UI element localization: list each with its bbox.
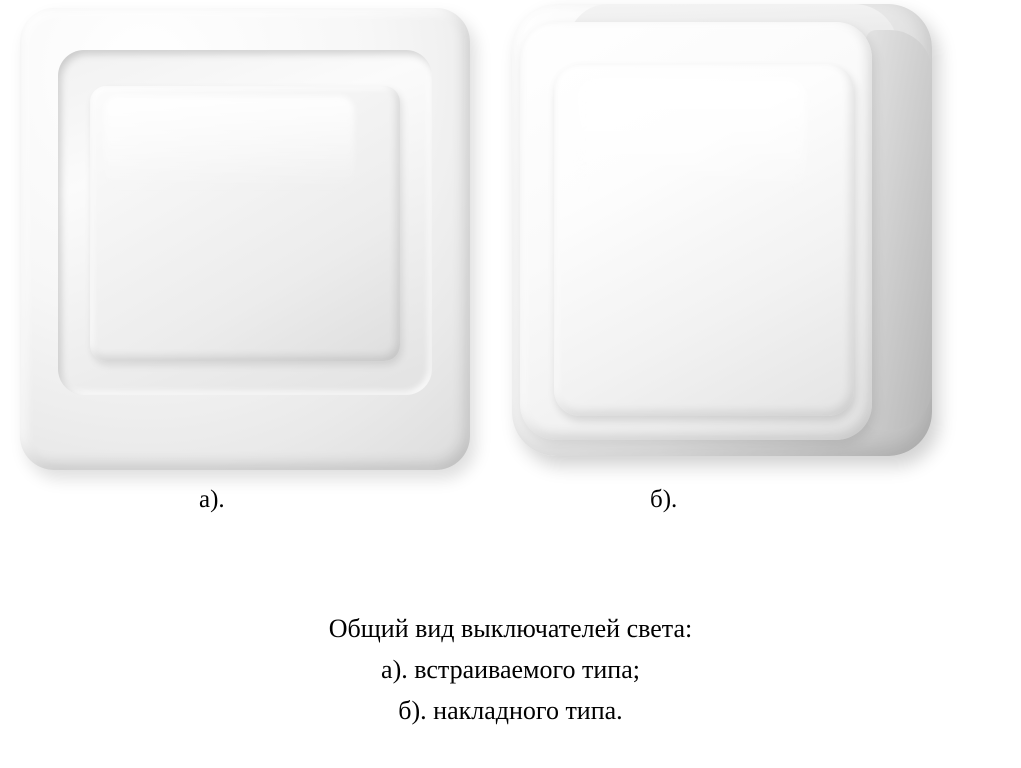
surface-mount-switch-image: [512, 4, 952, 474]
caption-line-a: а). встраиваемого типа;: [381, 655, 640, 684]
caption-line-title: Общий вид выключателей света:: [328, 614, 693, 643]
flush-switch-highlight: [104, 96, 354, 191]
flush-switch-rocker-key: [90, 86, 400, 361]
flush-mount-switch-image: [20, 8, 470, 470]
figure-label-b: б).: [650, 486, 678, 513]
surface-switch-side-face: [866, 30, 932, 430]
surface-switch-frame: [520, 22, 872, 440]
figure-caption: [0, 608, 1021, 731]
surface-switch-rocker-key: [554, 64, 854, 416]
surface-switch-highlight: [576, 78, 806, 198]
flush-switch-frame: [20, 8, 470, 470]
figure-label-a: а).: [199, 486, 225, 513]
caption-line-b: б). накладного типа.: [398, 696, 623, 725]
